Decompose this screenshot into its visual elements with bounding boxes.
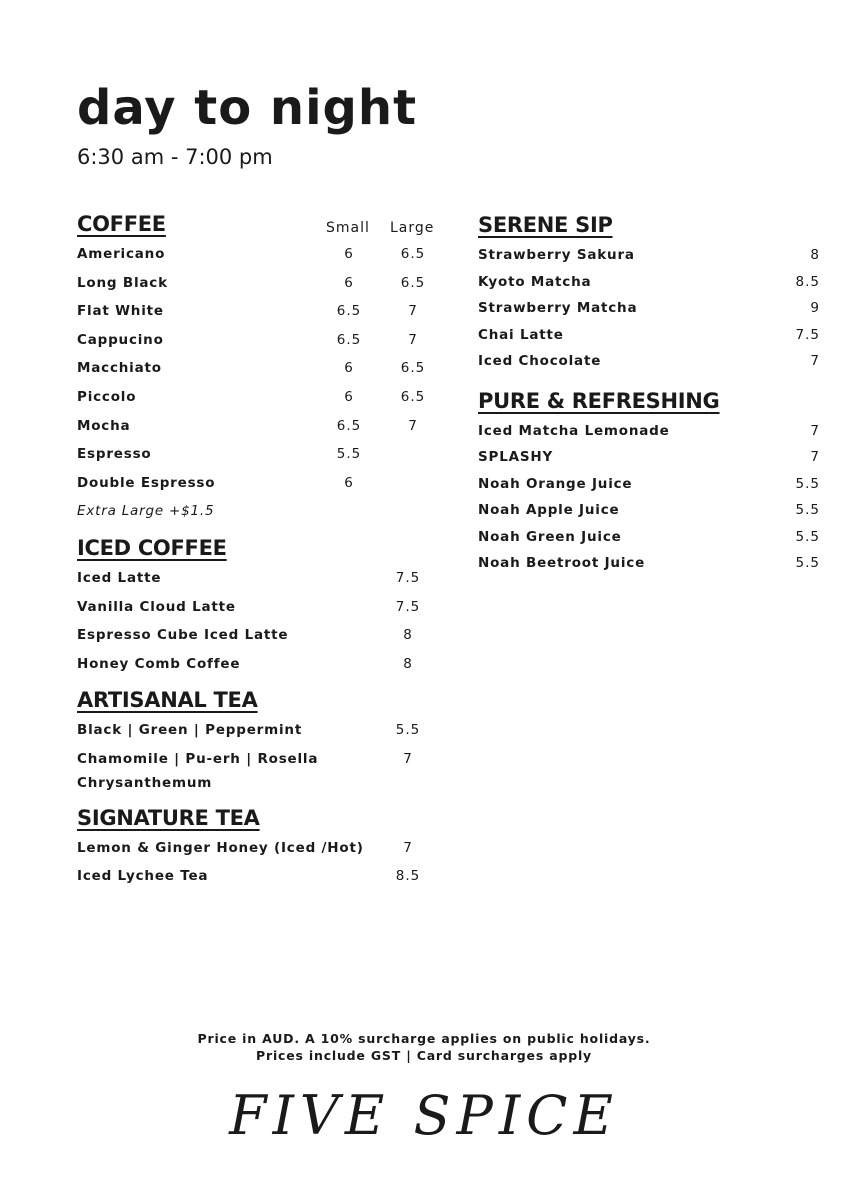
price-small: 6 <box>344 246 354 262</box>
menu-item <box>77 834 437 863</box>
menu-item <box>77 469 437 498</box>
item-price: 9 <box>810 300 820 316</box>
price-small: 6 <box>344 388 354 405</box>
item-name: Americano <box>77 246 166 262</box>
artisanal-tea-header <box>77 688 437 716</box>
iced-coffee-header <box>77 536 437 564</box>
menu-item-continuation <box>77 769 437 798</box>
item-name: Iced Chocolate <box>478 353 602 369</box>
section-title-artisanal-tea: ARTISANAL TEA <box>77 688 258 713</box>
item-name: Kyoto Matcha <box>478 273 592 290</box>
signature-tea-list <box>77 834 437 891</box>
menu-item <box>77 593 437 622</box>
menu-item <box>77 716 437 745</box>
item-name: Noah Apple Juice <box>478 502 620 518</box>
item-name: Noah Beetroot Juice <box>478 555 646 571</box>
price-small: 6.5 <box>336 331 362 348</box>
serene-sip-header <box>478 213 828 241</box>
menu-item <box>478 241 828 268</box>
coffee-header <box>77 212 437 240</box>
surcharge-note: Price in AUD. A 10% surcharge applies on public holidays. <box>197 1031 651 1046</box>
menu-item <box>77 412 437 441</box>
price-small: 6 <box>344 274 354 291</box>
item-name: Chai Latte <box>478 326 564 343</box>
menu-item <box>478 470 828 497</box>
item-name: Black | Green | Peppermint <box>77 722 303 739</box>
section-title-serene-sip: SERENE SIP <box>478 213 613 237</box>
item-name: SPLASHY <box>478 449 554 465</box>
item-price: 7 <box>810 353 820 369</box>
size-large-label: Large <box>390 220 435 236</box>
item-name: Chrysanthemum <box>77 774 213 791</box>
price-large: 6.5 <box>400 360 426 377</box>
menu-right-column <box>478 213 828 576</box>
size-small-label: Small <box>326 220 370 236</box>
menu-left-column <box>77 212 437 891</box>
section-title-signature-tea: SIGNATURE TEA <box>77 805 260 830</box>
menu-item <box>478 443 828 470</box>
item-name: Mocha <box>77 417 131 434</box>
menu-item <box>478 523 828 550</box>
item-name: Lemon & Ginger Honey (Iced /Hot) <box>77 839 364 856</box>
price-large: 7 <box>408 303 418 320</box>
coffee-note <box>77 497 437 526</box>
menu-item <box>77 650 437 679</box>
menu-item <box>77 240 437 269</box>
item-price: 7.5 <box>395 598 421 615</box>
menu-item <box>77 621 437 650</box>
section-title-pure-refreshing: PURE & REFRESHING <box>478 388 720 413</box>
item-name: Flat White <box>77 303 164 320</box>
item-name: Espresso <box>77 446 152 463</box>
menu-item <box>77 269 437 298</box>
menu-item <box>77 440 437 469</box>
price-small: 6.5 <box>336 417 362 434</box>
menu-item <box>77 297 437 326</box>
item-name: Double Espresso <box>77 474 216 491</box>
item-price: 5.5 <box>795 555 820 571</box>
item-price: 5.5 <box>795 475 820 492</box>
section-title-coffee: COFFEE <box>77 212 166 236</box>
opening-hours: 6:30 am - 7:00 pm <box>77 145 273 169</box>
price-large: 6.5 <box>400 274 426 291</box>
item-price: 8 <box>403 655 413 672</box>
menu-item <box>478 496 828 523</box>
pure-refreshing-header <box>478 389 828 417</box>
item-name: Macchiato <box>77 360 162 377</box>
menu-item <box>77 862 437 891</box>
menu-item <box>77 354 437 383</box>
menu-item <box>478 347 828 374</box>
menu-item <box>77 745 437 769</box>
item-price: 7.5 <box>395 569 421 586</box>
item-price: 7 <box>810 449 820 465</box>
item-name: Iced Matcha Lemonade <box>478 422 670 439</box>
item-name: Cappucino <box>77 331 164 348</box>
item-name: Noah Orange Juice <box>478 475 633 492</box>
item-name: Long Black <box>77 274 168 291</box>
menu-item <box>478 294 828 321</box>
menu-item <box>77 383 437 412</box>
item-name: Piccolo <box>77 388 137 405</box>
price-large: 6.5 <box>400 388 426 405</box>
item-name: Iced Latte <box>77 569 162 586</box>
item-price: 8 <box>810 247 820 263</box>
item-price: 8.5 <box>795 273 820 290</box>
item-price: 8 <box>403 627 413 644</box>
item-name: Espresso Cube Iced Latte <box>77 627 289 644</box>
menu-item <box>478 417 828 444</box>
item-price: 7 <box>403 839 413 856</box>
price-small: 6.5 <box>336 303 362 320</box>
menu-item <box>478 268 828 295</box>
item-name: Iced Lychee Tea <box>77 868 209 885</box>
price-large: 7 <box>408 331 418 348</box>
iced-coffee-list <box>77 564 437 678</box>
item-price: 7 <box>810 422 820 439</box>
coffee-list <box>77 240 437 526</box>
menu-item <box>77 326 437 355</box>
price-large: 6.5 <box>400 246 426 262</box>
price-small: 6 <box>344 360 354 377</box>
item-name: Noah Green Juice <box>478 528 622 545</box>
menu-item <box>478 549 828 576</box>
item-price: 5.5 <box>795 502 820 518</box>
price-small: 6 <box>344 474 354 491</box>
gst-note: Prices include GST | Card surcharges apply <box>256 1048 592 1063</box>
price-large: 7 <box>408 417 418 434</box>
item-name: Vanilla Cloud Latte <box>77 598 236 615</box>
serene-sip-list <box>478 241 828 374</box>
item-name: Chamomile | Pu-erh | Rosella <box>77 750 319 767</box>
item-price: 8.5 <box>395 868 421 885</box>
item-price: 5.5 <box>395 722 421 739</box>
extra-large-note: Extra Large +$1.5 <box>77 503 215 520</box>
artisanal-tea-list <box>77 716 437 797</box>
item-price: 7.5 <box>795 326 820 343</box>
section-title-iced-coffee: ICED COFFEE <box>77 535 227 560</box>
price-small: 5.5 <box>336 446 362 463</box>
menu-item <box>77 564 437 593</box>
item-price: 5.5 <box>795 528 820 545</box>
item-name: Strawberry Sakura <box>478 247 635 263</box>
item-name: Honey Comb Coffee <box>77 655 241 672</box>
item-price: 7 <box>403 750 413 767</box>
signature-tea-header <box>77 806 437 834</box>
pure-refreshing-list <box>478 417 828 576</box>
item-name: Strawberry Matcha <box>478 300 638 316</box>
brand-logo: FIVE SPICE <box>229 1084 619 1147</box>
menu-item <box>478 321 828 348</box>
menu-title: day to night <box>77 80 418 136</box>
